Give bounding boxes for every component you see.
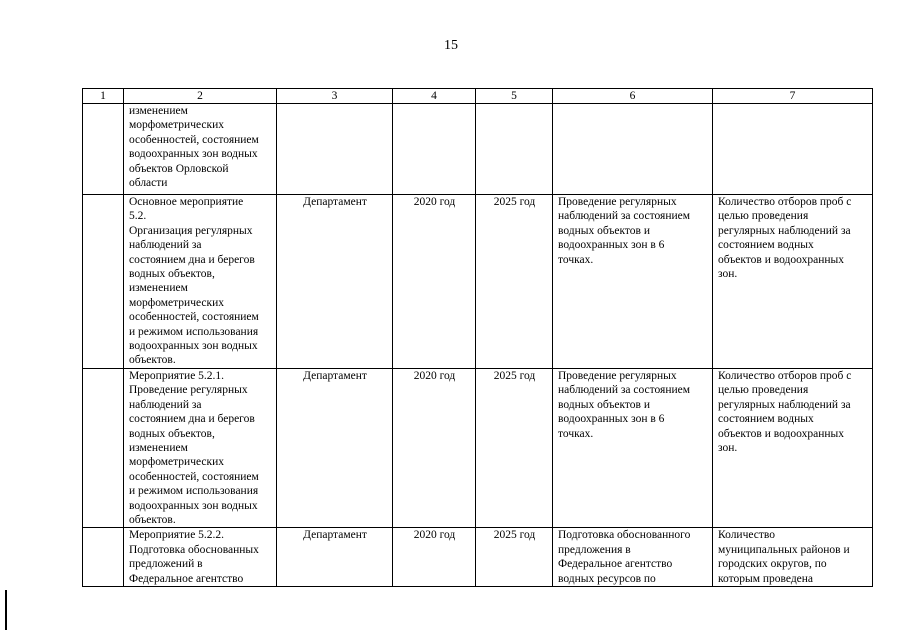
activity-text: Мероприятие 5.2.1. Проведение регулярных наблюдений за состоянием дна и берегов водных объектов, изменением морфометрических особенностей, состоянием и режимом использования водоохранных зон водных объектов.	[129, 369, 259, 526]
cell-indicator: Количество отборов проб с целью проведения регулярных наблюдений за состоянием водных объектов и водоохранных зон.	[713, 368, 873, 527]
activity-text: Мероприятие 5.2.2. Подготовка обоснованных предложений в Федеральное агентство	[129, 529, 259, 585]
header-col-2: 2	[124, 89, 277, 104]
cell-executor: Департамент	[277, 195, 393, 369]
header-col-4: 4	[393, 89, 476, 104]
table-row	[83, 195, 873, 369]
cell-result: Проведение регулярных наблюдений за состоянием водных объектов и водоохранных зон в 6 точках.	[553, 195, 713, 369]
cell-indicator: Количество отборов проб с целью проведения регулярных наблюдений за состоянием водных объектов и водоохранных зон.	[713, 195, 873, 369]
cell-index	[83, 528, 124, 587]
cell-index	[83, 368, 124, 527]
header-col-7: 7	[713, 89, 873, 104]
cell-activity	[124, 528, 277, 587]
cell-start-year	[393, 104, 476, 195]
cell-end-year: 2025 год	[476, 368, 553, 527]
table-row	[83, 368, 873, 527]
cell-end-year	[476, 104, 553, 195]
cell-start-year: 2020 год	[393, 368, 476, 527]
scan-margin-mark	[5, 590, 7, 630]
header-col-1: 1	[83, 89, 124, 104]
header-col-3: 3	[277, 89, 393, 104]
table-header-row	[83, 89, 873, 104]
cell-executor	[277, 104, 393, 195]
table-row	[83, 528, 873, 587]
cell-indicator: Количество муниципальных районов и городских округов, по которым проведена	[713, 528, 873, 587]
cell-activity	[124, 195, 277, 369]
page-number: 15	[444, 38, 458, 53]
activity-text: изменением морфометрических особенностей, состоянием водоохранных зон водных объектов Орловской области	[129, 105, 259, 190]
cell-executor: Департамент	[277, 368, 393, 527]
cell-start-year: 2020 год	[393, 195, 476, 369]
cell-result: Проведение регулярных наблюдений за состоянием водных объектов и водоохранных зон в 6 точках.	[553, 368, 713, 527]
program-table	[82, 88, 873, 587]
cell-index	[83, 195, 124, 369]
cell-end-year: 2025 год	[476, 195, 553, 369]
cell-index	[83, 104, 124, 195]
cell-result	[553, 104, 713, 195]
cell-indicator	[713, 104, 873, 195]
cell-end-year: 2025 год	[476, 528, 553, 587]
cell-result: Подготовка обоснованного предложения в Федеральное агентство водных ресурсов по	[553, 528, 713, 587]
table-row	[83, 104, 873, 195]
header-col-6: 6	[553, 89, 713, 104]
cell-executor: Департамент	[277, 528, 393, 587]
activity-text: Основное мероприятие 5.2. Организация регулярных наблюдений за состоянием дна и берегов водных объектов, изменением морфометрических особенностей, состоянием и режимом использования водоохранных зон водных объектов.	[129, 196, 259, 367]
header-col-5: 5	[476, 89, 553, 104]
cell-start-year: 2020 год	[393, 528, 476, 587]
cell-activity	[124, 104, 277, 195]
cell-activity	[124, 368, 277, 527]
